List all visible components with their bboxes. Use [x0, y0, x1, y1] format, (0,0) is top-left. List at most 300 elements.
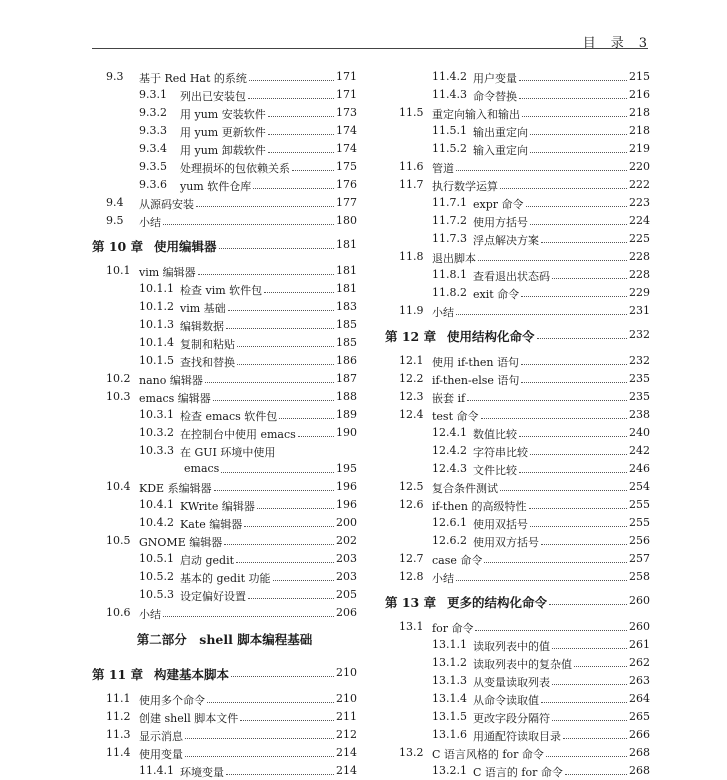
dot-leader [221, 462, 334, 473]
entry-page-number: 223 [629, 196, 650, 209]
entry-title: 在 GUI 环境中使用 [180, 446, 276, 459]
entry-page-number: 235 [629, 372, 650, 385]
entry-page-number: 180 [336, 214, 357, 227]
dot-leader [521, 354, 627, 365]
entry-page-number: 229 [629, 286, 650, 299]
entry-number: 10.1.4 [139, 336, 174, 349]
dot-leader [253, 178, 334, 189]
entry-title: 在控制台中使用 emacs [180, 428, 296, 441]
dot-leader [530, 124, 627, 135]
entry-title: 复合条件测试 [432, 482, 498, 495]
entry-number: 12.6.2 [432, 534, 467, 547]
entry-page-number: 175 [336, 160, 357, 173]
entry-title: 输出重定向 [473, 126, 528, 139]
entry-page-number: 177 [336, 196, 357, 209]
entry-page-number: 174 [336, 124, 357, 137]
entry-number: 12.5 [399, 480, 424, 493]
entry-title: 管道 [432, 162, 454, 175]
entry-title: 执行数学运算 [432, 180, 498, 193]
entry-title: expr 命令 [473, 198, 524, 211]
entry-title: 列出已安装包 [180, 90, 246, 103]
entry-page-number: 195 [336, 462, 357, 475]
toc-entry[interactable] [92, 406, 357, 424]
entry-page-number: 173 [336, 106, 357, 119]
entry-page-number: 266 [629, 728, 650, 741]
toc-entry[interactable] [92, 550, 357, 568]
toc-entry[interactable] [92, 352, 357, 370]
dot-leader [257, 498, 334, 509]
toc-entry[interactable] [92, 176, 357, 194]
entry-title: 查看退出状态码 [473, 270, 550, 283]
entry-number: 9.4 [106, 196, 124, 209]
entry-number: 13.1.3 [432, 674, 467, 687]
entry-number: 10.3.3 [139, 444, 174, 457]
entry-title: for 命令 [432, 622, 474, 635]
toc-entry[interactable] [92, 86, 357, 104]
dot-leader [522, 106, 627, 117]
entry-number: 12.4.1 [432, 426, 467, 439]
entry-page-number: 219 [629, 142, 650, 155]
entry-page-number: 214 [336, 746, 357, 759]
dot-leader [456, 570, 627, 581]
dot-leader [226, 318, 334, 329]
toc-entry[interactable] [92, 496, 357, 514]
entry-number: 11.7 [399, 178, 424, 191]
entry-number: 10.3 [106, 390, 131, 403]
entry-title: 查找和替换 [180, 356, 235, 369]
entry-page-number: 240 [629, 426, 650, 439]
entry-title: if-then-else 语句 [432, 374, 520, 387]
toc-entry[interactable] [385, 104, 650, 122]
toc-entry[interactable] [385, 762, 650, 780]
entry-title: 用 yum 安装软件 [180, 108, 266, 121]
entry-title: 读取列表中的复杂值 [473, 658, 572, 671]
entry-page-number: 257 [629, 552, 650, 565]
dot-leader [552, 710, 627, 721]
entry-number: 第 11 章 [92, 667, 144, 682]
dot-leader [244, 516, 334, 527]
toc-entry[interactable] [385, 406, 650, 424]
entry-title: KDE 系编辑器 [139, 482, 212, 495]
entry-number: 9.3.5 [139, 160, 167, 173]
toc-entry[interactable] [92, 388, 357, 406]
entry-page-number: 212 [336, 728, 357, 741]
entry-number: 第 12 章 [385, 329, 437, 344]
entry-title: 检查 vim 软件包 [180, 284, 263, 297]
entry-number: 11.5 [399, 106, 424, 119]
entry-title: 命令替换 [473, 90, 517, 103]
entry-number: 12.4.3 [432, 462, 467, 475]
entry-number: 10.4 [106, 480, 131, 493]
toc-entry[interactable] [385, 636, 650, 654]
entry-title: 使用多个命令 [139, 694, 205, 707]
toc-entry[interactable] [92, 370, 357, 388]
dot-leader [519, 462, 627, 473]
entry-title: yum 软件仓库 [180, 180, 252, 193]
entry-number: 10.1 [106, 264, 131, 277]
entry-number: 11.7.3 [432, 232, 467, 245]
entry-page-number: 216 [629, 88, 650, 101]
dot-leader [292, 160, 334, 171]
toc-entry[interactable] [385, 460, 650, 478]
toc-entry[interactable] [92, 122, 357, 140]
entry-title: 浮点解决方案 [473, 234, 539, 247]
entry-title: 创建 shell 脚本文件 [139, 712, 239, 725]
toc-entry[interactable] [92, 298, 357, 316]
toc-entry[interactable] [92, 762, 357, 780]
entry-page-number: 206 [336, 606, 357, 619]
entry-number: 12.6 [399, 498, 424, 511]
entry-title: 从命令读取值 [473, 694, 539, 707]
dot-leader [163, 214, 334, 225]
toc-entry[interactable] [385, 212, 650, 230]
entry-title: vim 基础 [180, 302, 226, 315]
entry-title: case 命令 [432, 554, 483, 567]
dot-leader [273, 570, 334, 581]
entry-page-number: 215 [629, 70, 650, 83]
entry-page-number: 242 [629, 444, 650, 457]
entry-number: 12.4 [399, 408, 424, 421]
entry-number: 11.7.1 [432, 196, 467, 209]
entry-page-number: 196 [336, 498, 357, 511]
toc-entry[interactable] [385, 550, 650, 568]
entry-title: 使用编辑器 [154, 239, 217, 254]
entry-number: 13.1.1 [432, 638, 467, 651]
entry-number: 9.5 [106, 214, 124, 227]
entry-number: 12.6.1 [432, 516, 467, 529]
entry-title: 用通配符读取目录 [473, 730, 561, 743]
toc-entry[interactable] [92, 568, 357, 586]
entry-page-number: 196 [336, 480, 357, 493]
entry-title: 字符串比较 [473, 446, 528, 459]
entry-title: 嵌套 if [432, 392, 466, 405]
entry-title: 从变量读取列表 [473, 676, 550, 689]
dot-leader [268, 142, 334, 153]
entry-title: 小结 [432, 306, 454, 319]
entry-page-number: 203 [336, 552, 357, 565]
dot-leader [484, 552, 627, 563]
entry-number: 11.4.3 [432, 88, 467, 101]
entry-page-number: 255 [629, 498, 650, 511]
toc-entry[interactable] [385, 370, 650, 388]
entry-title: exit 命令 [473, 288, 520, 301]
toc-entry[interactable] [385, 176, 650, 194]
entry-title: 更改字段分隔符 [473, 712, 550, 725]
dot-leader [264, 282, 334, 293]
toc-entry[interactable] [92, 586, 357, 604]
entry-title: emacs 编辑器 [139, 392, 211, 405]
dot-leader [219, 238, 334, 249]
entry-number: 10.5 [106, 534, 131, 547]
entry-number: 11.9 [399, 304, 424, 317]
toc-entry[interactable] [92, 442, 357, 460]
toc-entry[interactable] [385, 532, 650, 550]
entry-page-number: 174 [336, 142, 357, 155]
toc-entry[interactable] [92, 708, 357, 726]
entry-number: 13.1.2 [432, 656, 467, 669]
entry-number: 9.3.1 [139, 88, 167, 101]
entry-page-number: 255 [629, 516, 650, 529]
entry-title: emacs [184, 462, 220, 475]
entry-title: test 命令 [432, 410, 479, 423]
entry-page-number: 202 [336, 534, 357, 547]
toc-entry[interactable] [92, 532, 357, 550]
entry-number: 第 13 章 [385, 595, 437, 610]
toc-entry[interactable] [385, 388, 650, 406]
toc-entry[interactable] [385, 442, 650, 460]
toc-entry[interactable] [385, 726, 650, 744]
dot-leader [231, 666, 334, 677]
toc-entry[interactable] [385, 302, 650, 320]
entry-number: 11.1 [106, 692, 131, 705]
toc-chapter-entry[interactable] [385, 592, 650, 618]
entry-number: 13.1.5 [432, 710, 467, 723]
dot-leader [205, 372, 334, 383]
entry-number: 9.3.4 [139, 142, 167, 155]
dot-leader [207, 692, 334, 703]
dot-leader [521, 372, 627, 383]
toc-entry[interactable] [385, 284, 650, 302]
toc-entry[interactable] [385, 266, 650, 284]
toc-entry[interactable] [92, 316, 357, 334]
entry-page-number: 187 [336, 372, 357, 385]
entry-page-number: 246 [629, 462, 650, 475]
entry-title: 更多的结构化命令 [447, 595, 548, 610]
entry-title: 文件比较 [473, 464, 517, 477]
toc-entry[interactable] [92, 262, 357, 280]
entry-title: 从源码安装 [139, 198, 194, 211]
toc-entry[interactable] [385, 690, 650, 708]
entry-title: 数值比较 [473, 428, 517, 441]
dot-leader [456, 304, 627, 315]
entry-number: 12.2 [399, 372, 424, 385]
entry-number: 12.1 [399, 354, 424, 367]
entry-number: 11.4.1 [139, 764, 174, 777]
entry-number: 9.3.2 [139, 106, 167, 119]
entry-number: 11.4 [106, 746, 131, 759]
entry-page-number: 181 [336, 238, 357, 251]
entry-number: 11.5.1 [432, 124, 467, 137]
toc-entry[interactable] [92, 514, 357, 532]
entry-page-number: 185 [336, 318, 357, 331]
toc-entry[interactable] [92, 690, 357, 708]
toc-entry[interactable] [385, 140, 650, 158]
dot-leader [552, 674, 627, 685]
entry-title: 用 yum 更新软件 [180, 126, 266, 139]
dot-leader [224, 534, 334, 545]
toc-entry[interactable] [92, 140, 357, 158]
toc-entry[interactable] [385, 424, 650, 442]
toc-entry[interactable] [385, 568, 650, 586]
toc-entry[interactable] [92, 104, 357, 122]
dot-leader [213, 390, 334, 401]
entry-page-number: 231 [629, 304, 650, 317]
entry-page-number: 183 [336, 300, 357, 313]
entry-title: 重定向输入和输出 [432, 108, 520, 121]
entry-number: 10.6 [106, 606, 131, 619]
dot-leader [268, 106, 334, 117]
dot-leader [563, 728, 627, 739]
entry-title: 用户变量 [473, 72, 517, 85]
entry-title: 使用结构化命令 [447, 329, 535, 344]
entry-page-number: 181 [336, 264, 357, 277]
entry-page-number: 181 [336, 282, 357, 295]
entry-title: Kate 编辑器 [180, 518, 243, 531]
entry-page-number: 220 [629, 160, 650, 173]
dot-leader [530, 142, 627, 153]
dot-leader [268, 124, 334, 135]
dot-leader [196, 196, 334, 207]
entry-title: vim 编辑器 [139, 266, 196, 279]
toc-entry[interactable] [385, 514, 650, 532]
dot-leader [236, 552, 334, 563]
entry-title: C 语言风格的 for 命令 [432, 748, 544, 761]
dot-leader [456, 160, 627, 171]
dot-leader [546, 746, 627, 757]
toc-entry[interactable] [92, 158, 357, 176]
toc-entry[interactable] [385, 478, 650, 496]
toc-entry[interactable] [385, 230, 650, 248]
toc-entry[interactable] [92, 604, 357, 622]
toc-entry[interactable] [385, 618, 650, 636]
dot-leader [467, 390, 627, 401]
dot-leader [541, 692, 627, 703]
entry-number: 9.3.3 [139, 124, 167, 137]
entry-number: 11.8.1 [432, 268, 467, 281]
toc-entry[interactable] [92, 334, 357, 352]
entry-page-number: 264 [629, 692, 650, 705]
toc-entry[interactable] [385, 672, 650, 690]
toc-entry[interactable] [385, 496, 650, 514]
entry-title: 读取列表中的值 [473, 640, 550, 653]
entry-title: C 语言的 for 命令 [473, 766, 563, 779]
toc-entry[interactable] [385, 86, 650, 104]
entry-title: 设定偏好设置 [180, 590, 246, 603]
entry-page-number: 225 [629, 232, 650, 245]
entry-title: 使用双括号 [473, 518, 528, 531]
dot-leader [481, 408, 628, 419]
entry-number: 12.7 [399, 552, 424, 565]
entry-number: 第 10 章 [92, 239, 144, 254]
entry-title: 构建基本脚本 [154, 667, 230, 682]
entry-number: 10.5.1 [139, 552, 174, 565]
dot-leader [519, 426, 627, 437]
toc-entry[interactable] [385, 708, 650, 726]
toc-chapter-entry[interactable] [92, 664, 357, 690]
dot-leader [552, 638, 627, 649]
entry-page-number: 211 [336, 710, 357, 723]
entry-title: 使用双方括号 [473, 536, 539, 549]
toc-entry[interactable] [92, 424, 357, 442]
entry-number: 11.3 [106, 728, 131, 741]
dot-leader [500, 178, 627, 189]
toc-entry[interactable] [385, 744, 650, 762]
toc-entry[interactable] [92, 280, 357, 298]
toc-entry[interactable] [92, 744, 357, 762]
toc-entry[interactable] [385, 352, 650, 370]
dot-leader [228, 300, 334, 311]
toc-entry[interactable] [385, 194, 650, 212]
entry-number: 9.3.6 [139, 178, 167, 191]
entry-page-number: 185 [336, 336, 357, 349]
entry-number: 13.2.1 [432, 764, 467, 777]
entry-number: 13.1.6 [432, 728, 467, 741]
toc-entry[interactable] [385, 248, 650, 266]
toc-entry[interactable] [92, 194, 357, 212]
toc-entry[interactable] [385, 122, 650, 140]
entry-title: 编辑数据 [180, 320, 224, 333]
toc-entry[interactable] [92, 460, 357, 478]
header-text: 目 录 3 [582, 36, 648, 51]
entry-title: 小结 [139, 216, 161, 229]
toc-entry[interactable] [92, 212, 357, 230]
entry-title: 基于 Red Hat 的系统 [139, 72, 247, 85]
entry-page-number: 232 [629, 354, 650, 367]
entry-title: 检查 emacs 软件包 [180, 410, 278, 423]
toc-entry[interactable] [92, 478, 357, 496]
entry-page-number: 224 [629, 214, 650, 227]
entry-number: 10.3.2 [139, 426, 174, 439]
entry-number: 10.5.2 [139, 570, 174, 583]
entry-page-number: 222 [629, 178, 650, 191]
entry-number: 13.1.4 [432, 692, 467, 705]
entry-title: 处理损坏的包依赖关系 [180, 162, 290, 175]
dot-leader [541, 232, 627, 243]
entry-page-number: 260 [629, 594, 650, 607]
entry-number: 12.3 [399, 390, 424, 403]
entry-page-number: 235 [629, 390, 650, 403]
dot-leader [537, 328, 627, 339]
entry-page-number: 268 [629, 746, 650, 759]
entry-page-number: 189 [336, 408, 357, 421]
entry-number: 11.8 [399, 250, 424, 263]
entry-page-number: 256 [629, 534, 650, 547]
entry-page-number: 210 [336, 666, 357, 679]
entry-page-number: 228 [629, 250, 650, 263]
entry-page-number: 218 [629, 124, 650, 137]
dot-leader [237, 336, 334, 347]
toc-chapter-entry[interactable] [92, 236, 357, 262]
entry-title: 复制和粘贴 [180, 338, 235, 351]
entry-title: 退出脚本 [432, 252, 476, 265]
dot-leader [530, 214, 627, 225]
dot-leader [240, 710, 334, 721]
entry-page-number: 218 [629, 106, 650, 119]
entry-title: 显示消息 [139, 730, 183, 743]
entry-number: 12.8 [399, 570, 424, 583]
entry-page-number: 171 [336, 88, 357, 101]
entry-number: 11.2 [106, 710, 131, 723]
entry-page-number: 190 [336, 426, 357, 439]
dot-leader [500, 480, 627, 491]
toc-entry[interactable] [92, 68, 357, 86]
entry-page-number: 265 [629, 710, 650, 723]
toc-entry[interactable] [92, 726, 357, 744]
entry-number: 11.8.2 [432, 286, 467, 299]
toc-entry[interactable] [385, 654, 650, 672]
entry-page-number: 262 [629, 656, 650, 669]
dot-leader [519, 88, 627, 99]
toc-entry[interactable] [385, 68, 650, 86]
entry-number: 10.1.1 [139, 282, 174, 295]
toc-chapter-entry[interactable] [385, 326, 650, 352]
entry-page-number: 238 [629, 408, 650, 421]
entry-number: 10.4.2 [139, 516, 174, 529]
toc-entry[interactable] [385, 158, 650, 176]
entry-title: nano 编辑器 [139, 374, 203, 387]
dot-leader [526, 196, 627, 207]
entry-title: KWrite 编辑器 [180, 500, 255, 513]
